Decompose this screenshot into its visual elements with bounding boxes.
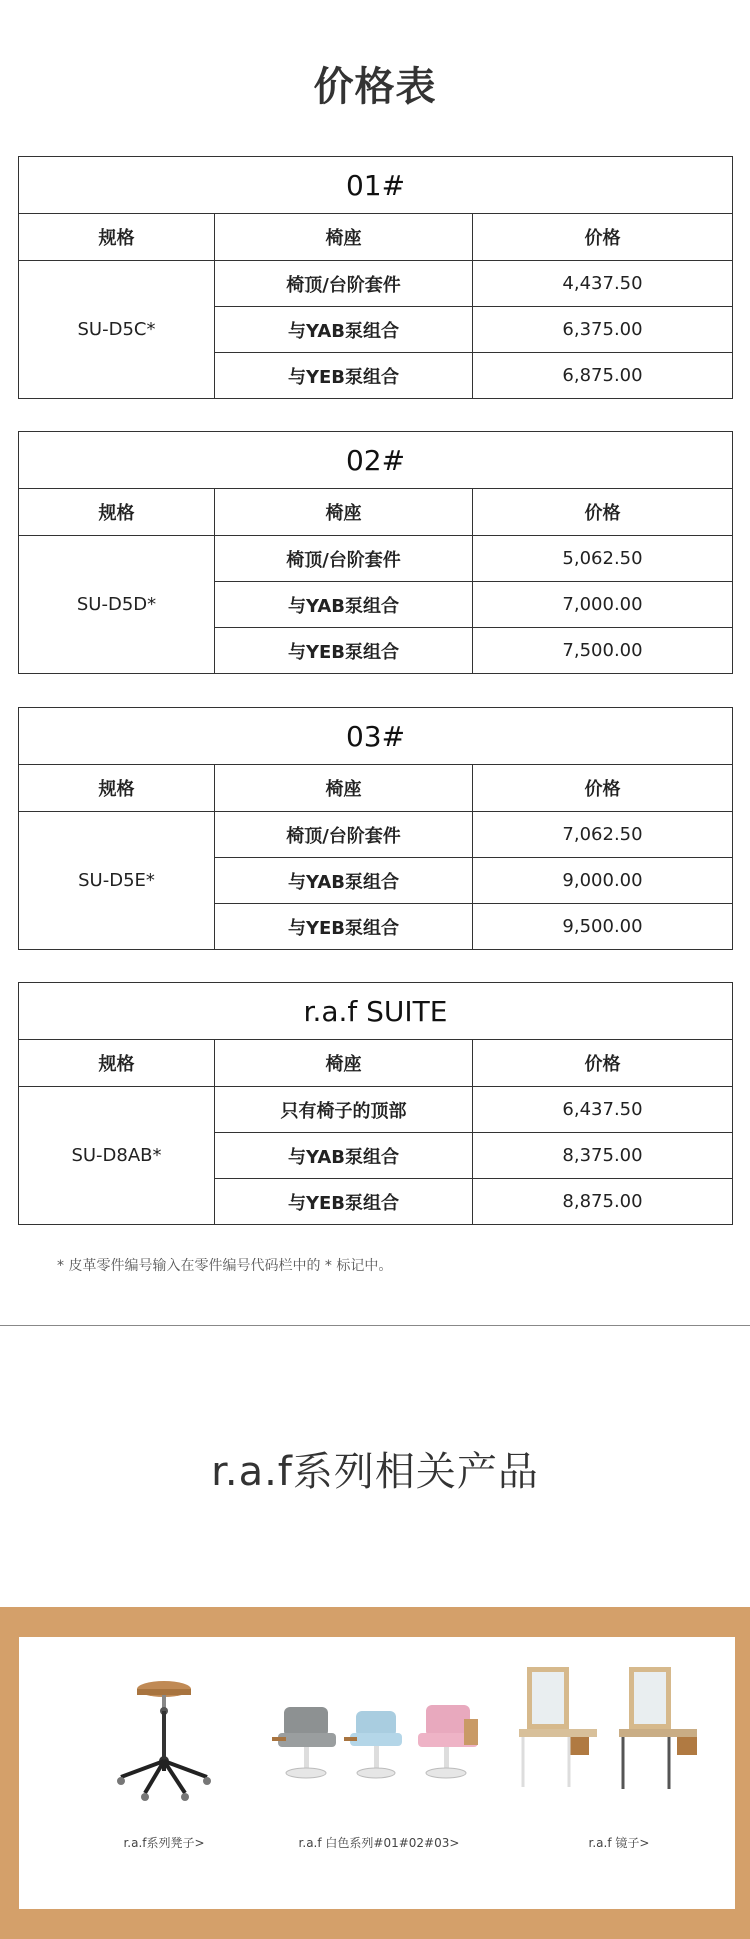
header-seat: 椅座 — [215, 765, 473, 812]
price-cell: 9,500.00 — [473, 904, 733, 950]
header-price: 价格 — [473, 1040, 733, 1087]
header-spec: 规格 — [19, 214, 215, 261]
price-cell: 7,000.00 — [473, 582, 733, 628]
spec-cell: SU-D8AB* — [19, 1087, 215, 1225]
price-cell: 7,500.00 — [473, 628, 733, 674]
price-cell: 9,000.00 — [473, 858, 733, 904]
header-price: 价格 — [473, 489, 733, 536]
product-link-label: r.a.f系列凳子> — [123, 1836, 205, 1850]
seat-cell: 椅顶/台阶套件 — [215, 812, 473, 858]
spec-cell: SU-D5C* — [19, 261, 215, 399]
header-spec: 规格 — [19, 1040, 215, 1087]
chairs-image — [264, 1667, 494, 1817]
product-stool[interactable] — [79, 1637, 249, 1909]
price-cell: 7,062.50 — [473, 812, 733, 858]
page-title: 价格表 — [313, 64, 437, 110]
seat-cell: 与YEB泵组合 — [215, 1179, 473, 1225]
mirror-image — [519, 1667, 719, 1817]
seat-cell: 椅顶/台阶套件 — [215, 261, 473, 307]
seat-cell: 与YEB泵组合 — [215, 353, 473, 399]
leather-note: * 皮革零件编号输入在零件编号代码栏中的 * 标记中。 — [57, 1258, 393, 1274]
header-seat: 椅座 — [215, 1040, 473, 1087]
header-spec: 规格 — [19, 489, 215, 536]
price-cell: 6,375.00 — [473, 307, 733, 353]
header-price: 价格 — [473, 765, 733, 812]
price-cell: 6,875.00 — [473, 353, 733, 399]
price-cell: 8,875.00 — [473, 1179, 733, 1225]
seat-cell: 与YAB泵组合 — [215, 582, 473, 628]
price-table-suite — [18, 982, 733, 1225]
product-mirror[interactable] — [519, 1637, 719, 1909]
header-seat: 椅座 — [215, 489, 473, 536]
product-link-label: r.a.f 镜子> — [588, 1836, 650, 1850]
seat-cell: 与YAB泵组合 — [215, 1133, 473, 1179]
product-link-label: r.a.f 白色系列#01#02#03> — [298, 1836, 460, 1850]
seat-cell: 椅顶/台阶套件 — [215, 536, 473, 582]
price-cell: 5,062.50 — [473, 536, 733, 582]
related-products-title: r.a.f系列相关产品 — [211, 1449, 539, 1495]
table-caption: 02# — [19, 432, 733, 489]
spec-cell: SU-D5E* — [19, 812, 215, 950]
price-cell: 4,437.50 — [473, 261, 733, 307]
section-divider — [0, 1325, 750, 1326]
seat-cell: 与YAB泵组合 — [215, 858, 473, 904]
price-table-02 — [18, 431, 733, 674]
related-products-panel — [19, 1637, 735, 1909]
seat-cell: 与YEB泵组合 — [215, 904, 473, 950]
header-price: 价格 — [473, 214, 733, 261]
price-cell: 8,375.00 — [473, 1133, 733, 1179]
seat-cell: 与YEB泵组合 — [215, 628, 473, 674]
product-white-series[interactable] — [264, 1637, 494, 1909]
spec-cell: SU-D5D* — [19, 536, 215, 674]
price-table-03 — [18, 707, 733, 950]
table-caption: 01# — [19, 157, 733, 214]
header-spec: 规格 — [19, 765, 215, 812]
price-table-01 — [18, 156, 733, 399]
header-seat: 椅座 — [215, 214, 473, 261]
stool-image — [79, 1667, 249, 1817]
seat-cell: 与YAB泵组合 — [215, 307, 473, 353]
table-caption: 03# — [19, 708, 733, 765]
table-caption: r.a.f SUITE — [19, 983, 733, 1040]
seat-cell: 只有椅子的顶部 — [215, 1087, 473, 1133]
price-cell: 6,437.50 — [473, 1087, 733, 1133]
